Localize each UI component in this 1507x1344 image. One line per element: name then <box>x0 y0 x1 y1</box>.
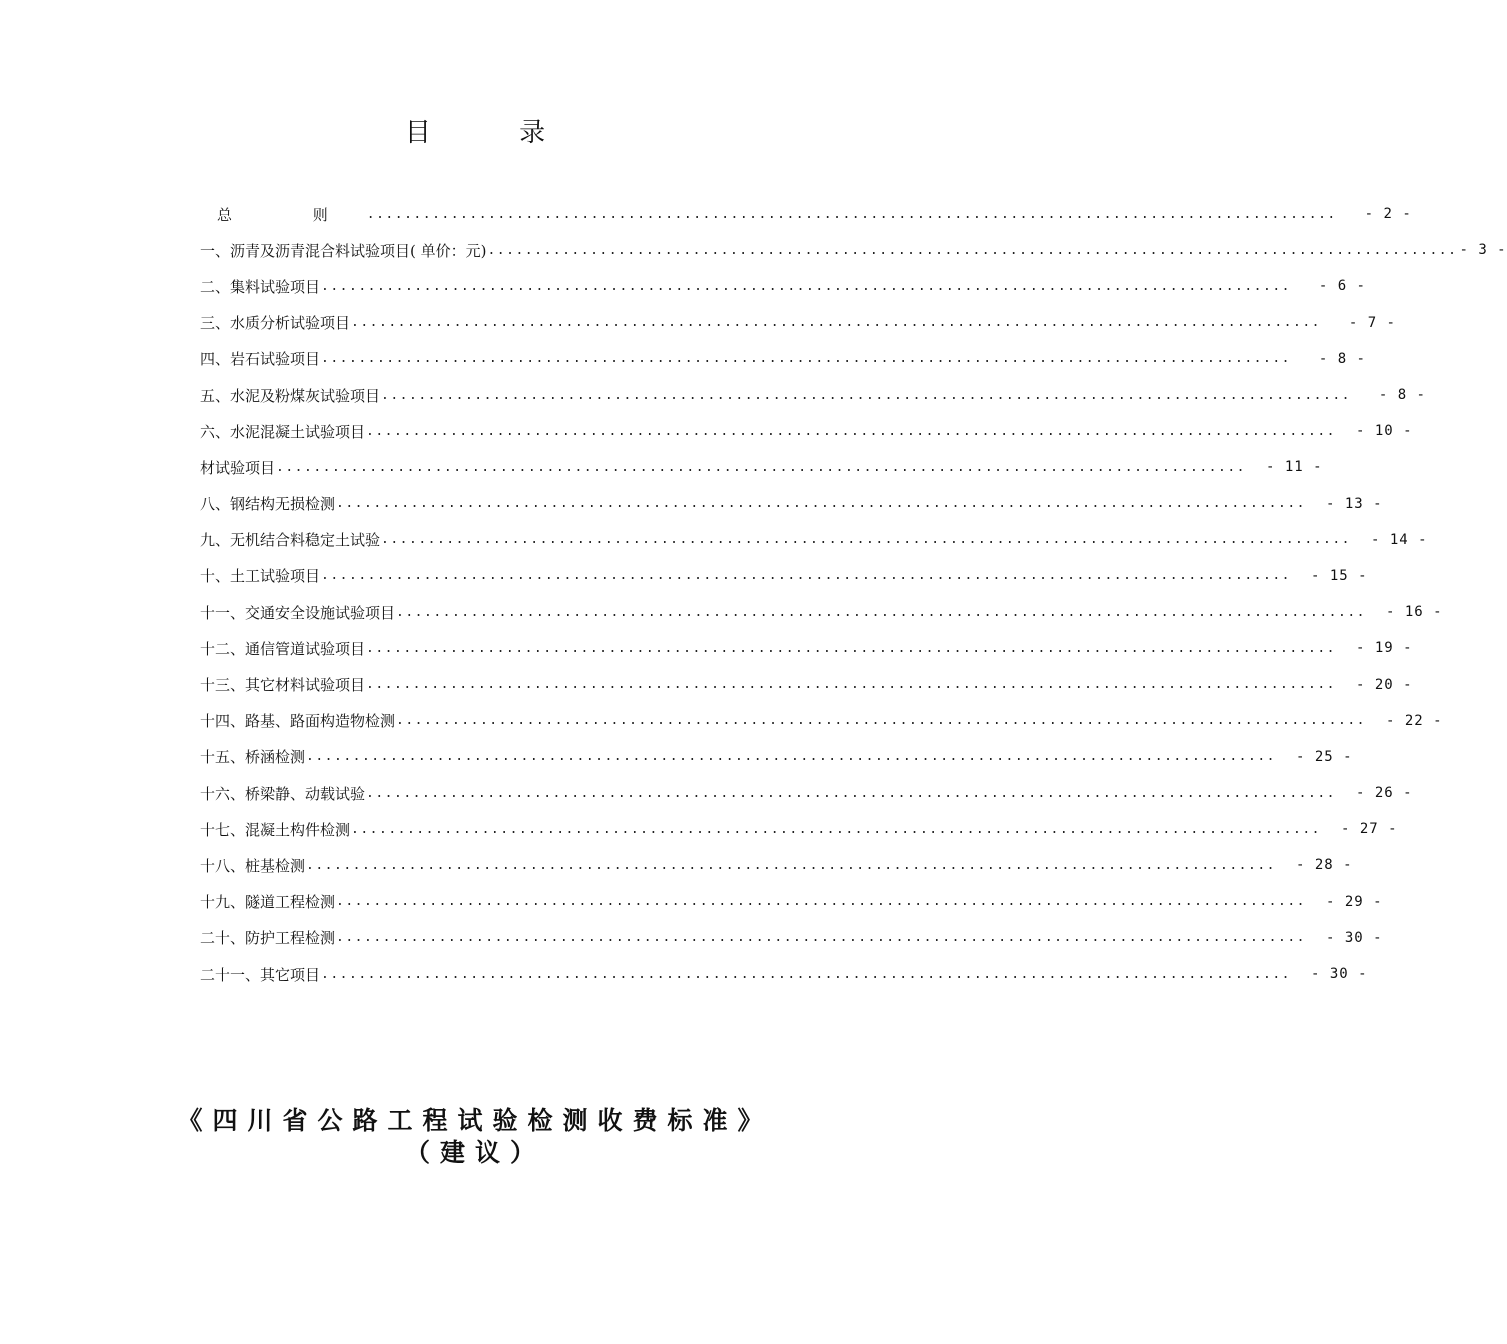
toc-entry-label: 十四、路基、路面构造物检测 <box>200 712 396 731</box>
toc-entry[interactable] <box>200 884 1383 920</box>
toc-entry[interactable] <box>200 630 1413 666</box>
toc-entry-label: 十五、桥涵检测 <box>200 748 306 767</box>
toc-entry-page: - 6 - <box>1318 278 1366 295</box>
toc-entry[interactable] <box>200 305 1396 341</box>
toc-entry-label: 三、水质分析试验项目 <box>200 314 351 333</box>
dot-leader: ........................................................................................................ <box>321 568 1291 584</box>
toc-entry-label: 十三、其它材料试验项目 <box>200 676 366 695</box>
toc-entry[interactable] <box>200 847 1353 883</box>
toc-entry-label: 十七、混凝土构件检测 <box>200 820 351 839</box>
toc-entry-page: - 2 - <box>1364 206 1412 223</box>
dot-leader: ........................................................................................................ <box>306 857 1276 873</box>
toc-entry-label: 二十一、其它项目 <box>200 965 321 984</box>
toc-entry[interactable] <box>200 486 1383 522</box>
toc-entry[interactable] <box>200 232 1507 268</box>
toc-entry-page: - 7 - <box>1348 314 1396 331</box>
toc-entry-page: - 14 - <box>1371 531 1428 548</box>
toc-entry[interactable] <box>200 413 1413 449</box>
toc-entry-label: 材试验项目 <box>200 458 276 477</box>
toc-entry-page: - 13 - <box>1326 495 1383 512</box>
toc-entry-label: 十六、桥梁静、动载试验 <box>200 784 366 803</box>
toc-entry-label: 十一、交通安全设施试验项目 <box>200 603 396 622</box>
dot-leader: ........................................................................................................ <box>321 966 1291 982</box>
toc-list <box>200 196 1507 992</box>
dot-leader: ........................................................................................................ <box>396 604 1366 620</box>
toc-entry-label: 六、水泥混凝土试验项目 <box>200 422 366 441</box>
toc-entry-page: - 30 - <box>1326 929 1383 946</box>
dot-leader: ........................................................................................................ <box>381 387 1351 403</box>
toc-entry-page: - 26 - <box>1356 785 1413 802</box>
toc-entry[interactable] <box>200 594 1443 630</box>
dot-leader: ........................................................................................................ <box>336 496 1306 512</box>
dot-leader: ........................................................................................................ <box>351 315 1321 331</box>
toc-entry-page: - 3 - <box>1459 242 1507 259</box>
toc-entry-label: 一、沥青及沥青混合料试验项目( 单价：元) <box>200 241 487 260</box>
toc-entry[interactable] <box>200 956 1368 992</box>
dot-leader: ........................................................................................................ <box>321 278 1291 294</box>
dot-leader: ........................................................................................................ <box>396 713 1366 729</box>
dot-leader: ........................................................................................................ <box>366 423 1336 439</box>
dot-leader: ........................................................................................................ <box>336 930 1306 946</box>
toc-entry-label: 十、土工试验项目 <box>200 567 321 586</box>
dot-leader: ........................................................................................................ <box>366 640 1336 656</box>
dot-leader: ........................................................................................................ <box>276 459 1246 475</box>
toc-entry-label: 十九、隧道工程检测 <box>200 893 336 912</box>
toc-entry-label: 总 则 <box>200 204 367 225</box>
toc-title: 目 录 <box>404 118 586 148</box>
toc-entry-label: 二十、防护工程检测 <box>200 929 336 948</box>
toc-entry-label: 二、集料试验项目 <box>200 277 321 296</box>
toc-entry-label: 四、岩石试验项目 <box>200 350 321 369</box>
toc-entry[interactable] <box>200 268 1366 304</box>
document-title: 《四川省公路工程试验检测收费标准》 <box>177 1106 773 1135</box>
dot-leader: ........................................................................................................ <box>381 532 1351 548</box>
dot-leader: ........................................................................................................ <box>366 206 1337 222</box>
toc-entry[interactable] <box>200 739 1353 775</box>
toc-entry-page: - 11 - <box>1266 459 1323 476</box>
toc-entry-page: - 27 - <box>1341 821 1398 838</box>
toc-entry-page: - 20 - <box>1356 676 1413 693</box>
toc-entry[interactable] <box>200 522 1428 558</box>
toc-entry[interactable] <box>200 341 1366 377</box>
dot-leader: ........................................................................................................ <box>351 821 1321 837</box>
toc-entry-label: 十八、桩基检测 <box>200 856 306 875</box>
document-subtitle: （建议） <box>404 1138 545 1167</box>
dot-leader: ........................................................................................................ <box>306 749 1276 765</box>
toc-entry-label: 十二、通信管道试验项目 <box>200 639 366 658</box>
toc-entry-page: - 25 - <box>1296 748 1353 765</box>
toc-entry-page: - 29 - <box>1326 893 1383 910</box>
toc-entry[interactable] <box>200 775 1413 811</box>
dot-leader: ........................................................................................................ <box>487 242 1458 258</box>
toc-entry[interactable] <box>200 196 1412 232</box>
dot-leader: ........................................................................................................ <box>321 351 1291 367</box>
toc-entry-label: 五、水泥及粉煤灰试验项目 <box>200 386 381 405</box>
toc-entry[interactable] <box>200 920 1383 956</box>
toc-entry-label: 八、钢结构无损检测 <box>200 495 336 514</box>
toc-entry-page: - 22 - <box>1386 712 1443 729</box>
toc-entry-page: - 28 - <box>1296 857 1353 874</box>
toc-entry[interactable] <box>200 666 1413 702</box>
toc-entry-page: - 30 - <box>1311 966 1368 983</box>
toc-entry-label: 九、无机结合料稳定土试验 <box>200 531 381 550</box>
toc-entry[interactable] <box>200 703 1443 739</box>
toc-entry[interactable] <box>200 558 1368 594</box>
toc-entry[interactable] <box>200 811 1398 847</box>
toc-entry-page: - 16 - <box>1386 604 1443 621</box>
dot-leader: ........................................................................................................ <box>366 677 1336 693</box>
toc-entry-page: - 8 - <box>1378 387 1426 404</box>
toc-entry-page: - 19 - <box>1356 640 1413 657</box>
toc-entry-page: - 10 - <box>1356 423 1413 440</box>
dot-leader: ........................................................................................................ <box>336 894 1306 910</box>
dot-leader: ........................................................................................................ <box>366 785 1336 801</box>
toc-entry[interactable] <box>200 377 1426 413</box>
toc-entry-page: - 8 - <box>1318 350 1366 367</box>
toc-entry[interactable] <box>200 449 1323 485</box>
toc-entry-page: - 15 - <box>1311 567 1368 584</box>
